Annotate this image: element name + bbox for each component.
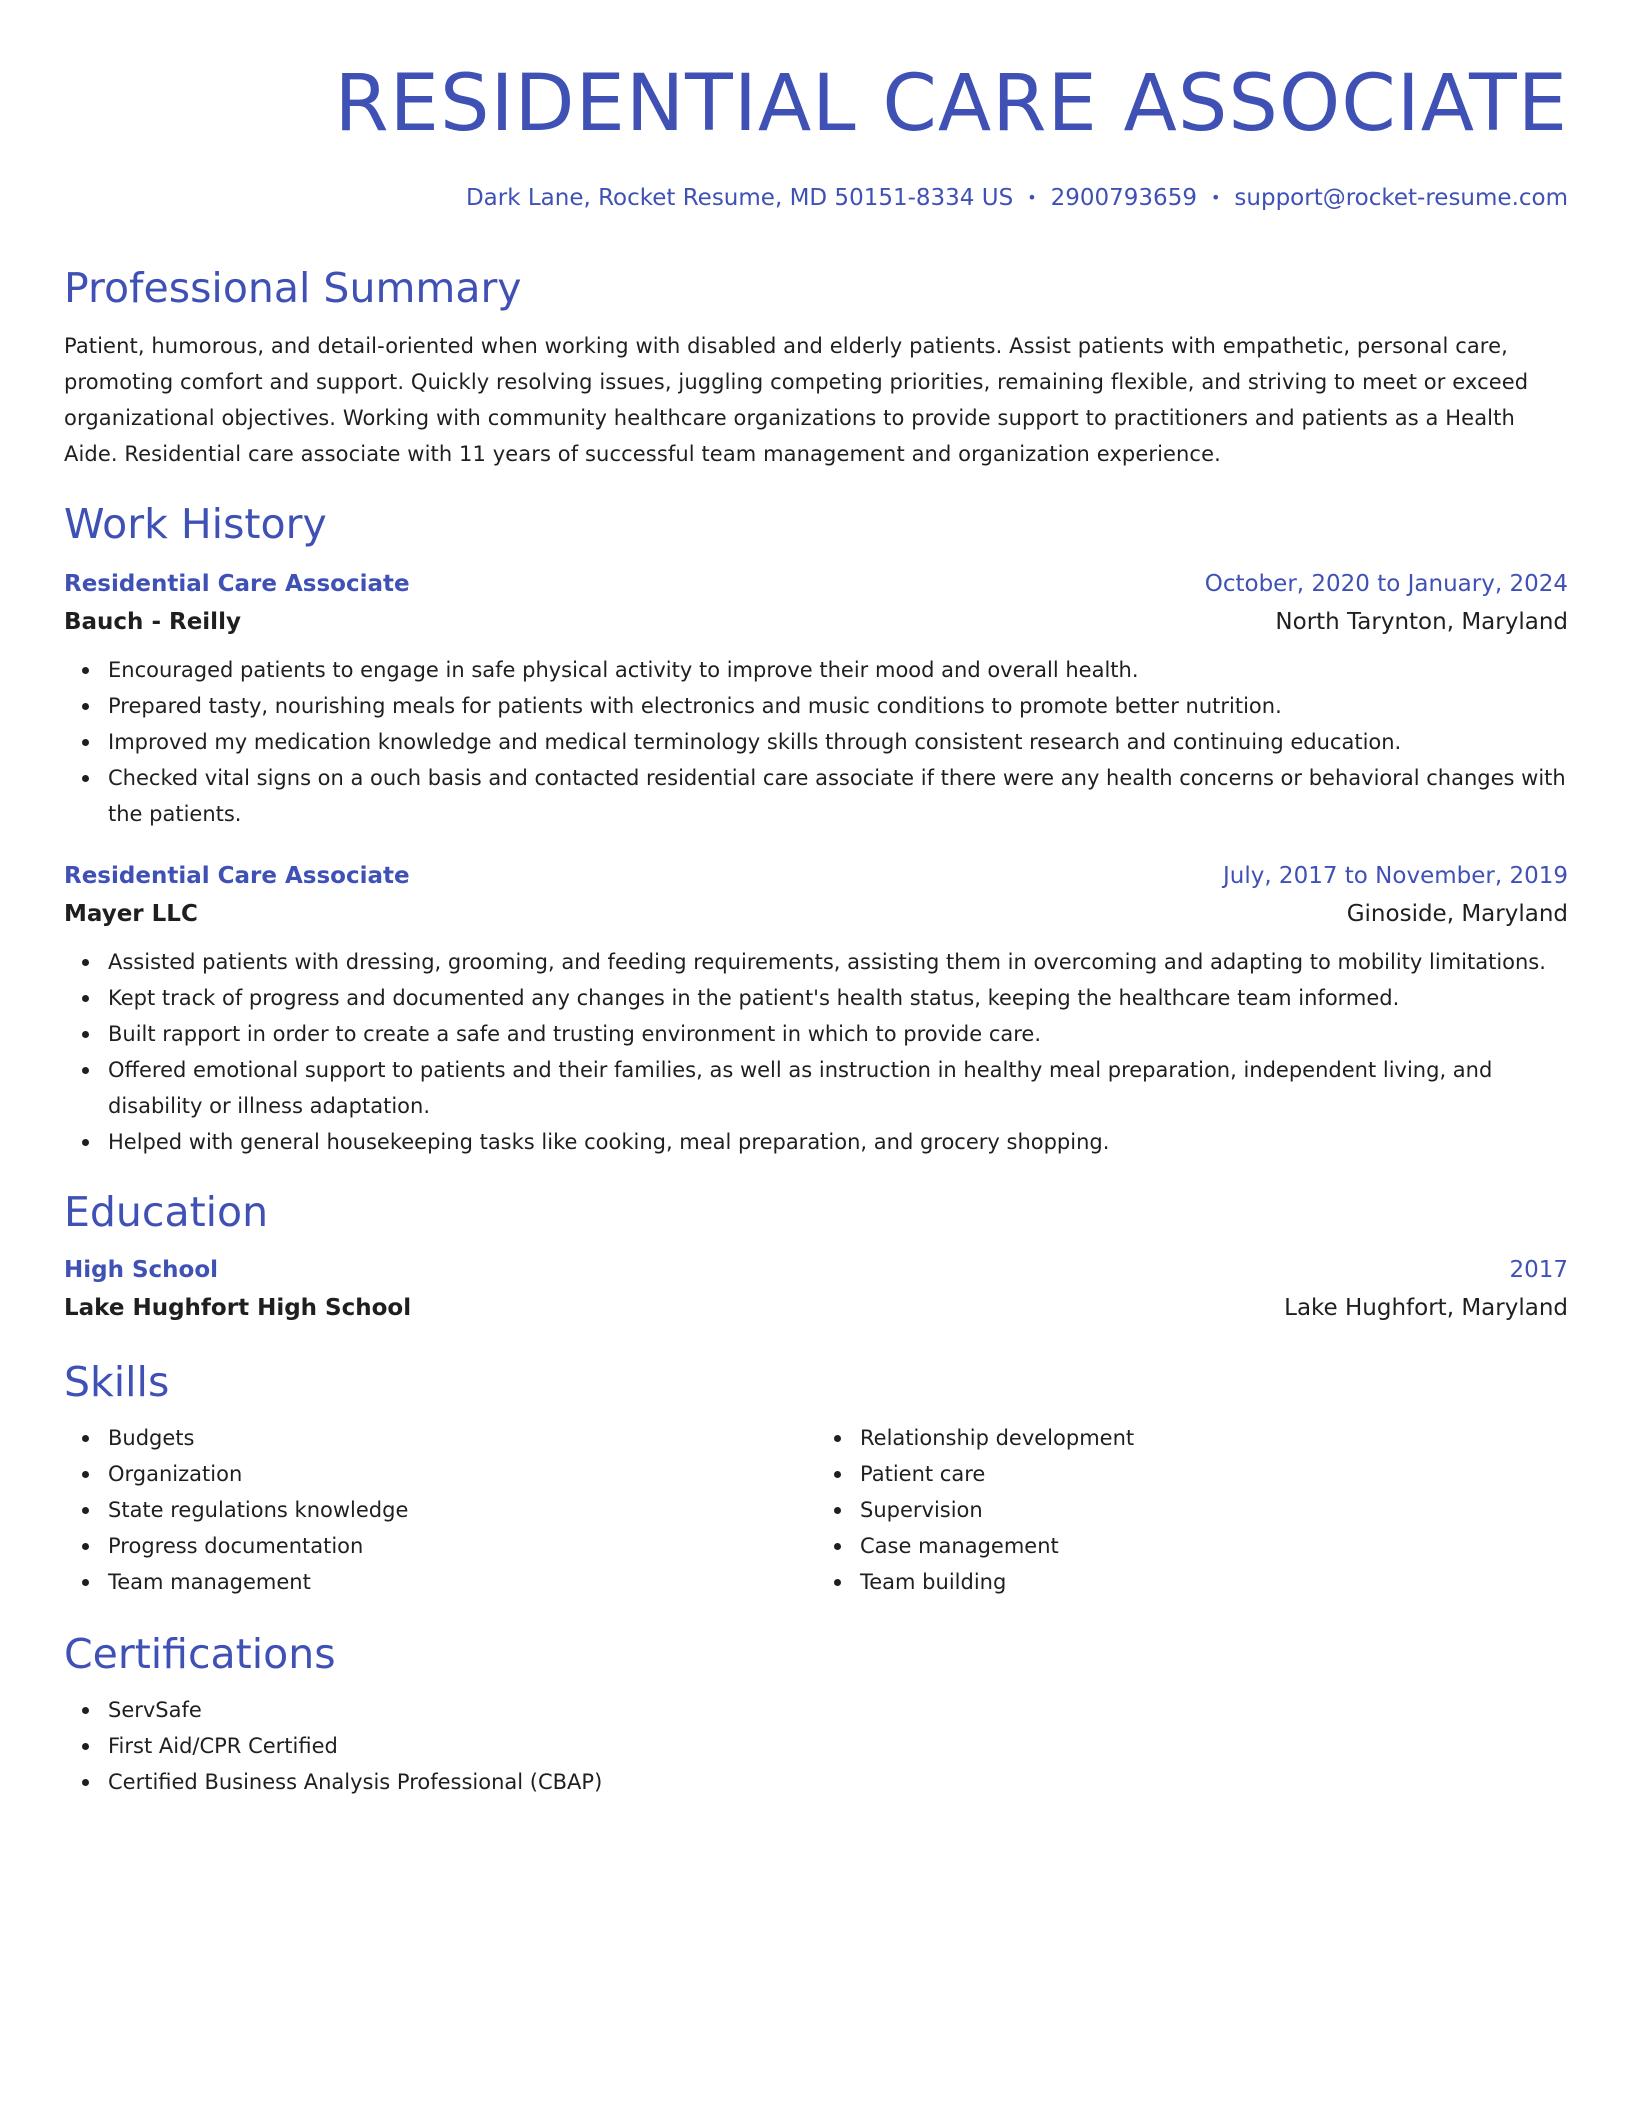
job-company-row	[64, 894, 1568, 934]
contact-line	[64, 182, 1568, 214]
contact-phone[interactable]: 2900793659	[1050, 185, 1197, 211]
skill-item: Organization	[108, 1456, 816, 1492]
contact-separator: •	[1027, 188, 1037, 207]
skill-item: Team management	[108, 1564, 816, 1600]
job-bullet: Helped with general housekeeping tasks like cooking, meal preparation, and grocery shopping.	[108, 1124, 1568, 1160]
contact-email[interactable]: support@rocket-resume.com	[1234, 185, 1568, 211]
resume-page	[64, 0, 1568, 1800]
job-bullet: Assisted patients with dressing, grooming, and feeding requirements, assisting them in overcoming and adapting to mobility limitations.	[108, 944, 1568, 980]
education-entry	[64, 1252, 1568, 1328]
certification-item: Certified Business Analysis Professional (CBAP)	[108, 1764, 1568, 1800]
skill-item: Supervision	[860, 1492, 1568, 1528]
job-bullet: Improved my medication knowledge and medical terminology skills through consistent research and continuing education.	[108, 724, 1568, 760]
job-company: Bauch - Reilly	[64, 609, 241, 635]
skill-item: Budgets	[108, 1420, 816, 1456]
education-school-row	[64, 1288, 1568, 1328]
job-location: North Tarynton, Maryland	[1275, 609, 1568, 635]
section-heading-education: Education	[64, 1188, 269, 1236]
skill-item: Case management	[860, 1528, 1568, 1564]
skill-item: State regulations knowledge	[108, 1492, 816, 1528]
job-entry	[64, 858, 1568, 1160]
skill-item: Progress documentation	[108, 1528, 816, 1564]
job-bullet-list	[64, 944, 1568, 1160]
job-bullet-list	[64, 652, 1568, 832]
skill-item: Team building	[860, 1564, 1568, 1600]
education-degree: High School	[64, 1257, 219, 1283]
skill-item: Relationship development	[860, 1420, 1568, 1456]
skill-item: Patient care	[860, 1456, 1568, 1492]
education-year: 2017	[1509, 1257, 1568, 1283]
job-title-row	[64, 566, 1568, 602]
job-bullet: Kept track of progress and documented any changes in the patient's health status, keeping the healthcare team informed.	[108, 980, 1568, 1016]
job-location: Ginoside, Maryland	[1346, 901, 1568, 927]
job-entry	[64, 566, 1568, 832]
job-title-row	[64, 858, 1568, 894]
job-bullet: Built rapport in order to create a safe and trusting environment in which to provide care.	[108, 1016, 1568, 1052]
education-degree-row	[64, 1252, 1568, 1288]
contact-separator: •	[1210, 188, 1221, 207]
job-bullet: Offered emotional support to patients and their families, as well as instruction in healthy meal preparation, independent living, and disability or illness adaptation.	[108, 1052, 1568, 1124]
job-bullet: Checked vital signs on a ouch basis and contacted residential care associate if there were any health concerns or behavioral changes with the patients.	[108, 760, 1568, 832]
summary-text: Patient, humorous, and detail-oriented when working with disabled and elderly patients. Assist patients with empathetic, personal care, promoting comfort and support. Quickly resolving issues, juggling competing priorities, remaining flexible, and striving to meet or exceed organizational objectives. Working with community healthcare organizations to provide support to practitioners and patients as a Health Aide. Residential care associate with 11 years of successful team management and organization experience.	[64, 334, 1529, 466]
section-heading-summary: Professional Summary	[64, 264, 522, 312]
education-school: Lake Hughfort High School	[64, 1295, 412, 1321]
contact-address: Dark Lane, Rocket Resume, MD 50151-8334 US	[465, 185, 1014, 211]
job-title: Residential Care Associate	[64, 863, 410, 889]
skills-list-right	[816, 1420, 1568, 1600]
certification-item: ServSafe	[108, 1692, 1568, 1728]
section-heading-work-history: Work History	[64, 500, 327, 548]
certifications-list	[64, 1692, 1568, 1800]
skills-list-left	[64, 1420, 816, 1600]
job-bullet: Prepared tasty, nourishing meals for patients with electronics and music conditions to promote better nutrition.	[108, 688, 1568, 724]
job-bullet: Encouraged patients to engage in safe physical activity to improve their mood and overall health.	[108, 652, 1568, 688]
section-heading-skills: Skills	[64, 1358, 170, 1406]
education-location: Lake Hughfort, Maryland	[1284, 1295, 1568, 1321]
job-company-row	[64, 602, 1568, 642]
job-company: Mayer LLC	[64, 901, 198, 927]
job-dates: July, 2017 to November, 2019	[1222, 863, 1568, 889]
job-title: Residential Care Associate	[64, 571, 410, 597]
resume-title: RESIDENTIAL CARE ASSOCIATE	[334, 59, 1568, 149]
section-heading-certifications: Certifications	[64, 1630, 336, 1678]
job-dates: October, 2020 to January, 2024	[1204, 571, 1568, 597]
certification-item: First Aid/CPR Certified	[108, 1728, 1568, 1764]
skills-grid	[64, 1420, 1568, 1600]
